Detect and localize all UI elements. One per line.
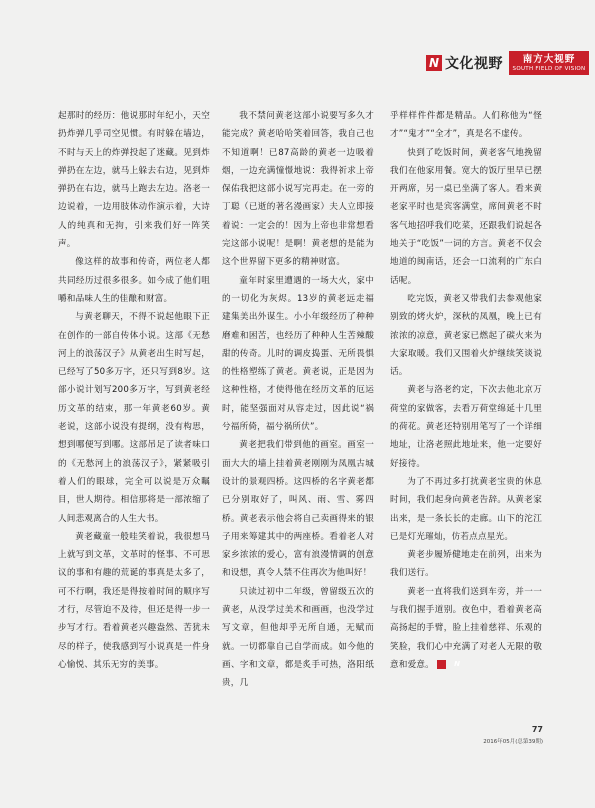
- paragraph-text: 黄老一直将我们送到车旁，并一一与我们握手道别。夜色中，看着黄老高高扬起的手臂，脸上挂着慈祥、乐观的笑脸，我们心中充满了对老人无限的敬意和爱意。: [390, 586, 542, 670]
- n-logo-icon: N: [426, 55, 442, 71]
- paragraph-text: 快到了吃饭时间，黄老客气地挽留我们在他家用餐。宽大的饭厅里早已摆开两席，另一桌已坐满了客人。看来黄老家平时也是宾客满堂，席间黄老不时客气地招呼我们吃菜，还跟我们说起各地关于“吃饭”一词的方言。黄老不仅会地道的闽南话，还会一口流利的广东白话呢。: [390, 147, 542, 286]
- paragraph-text: 黄老藏童一般哇笑着说，我很想马上就写到文革，文革时的怪事、不可思议的事和有趣的荒诞的事真是太多了，可不行啊，我还是得按着时间的顺序写才行，尽管迫不及待，但还是得一步一步写才行。看着黄老兴趣盎然、苦犹未尽的样子，使我感到写小说真是一件身心愉悦、其乐无穷的美事。: [58, 531, 210, 670]
- paragraph: [390, 546, 542, 583]
- paragraph: [58, 253, 210, 308]
- section-header: [426, 50, 589, 76]
- paragraph-text: 童年时家里遭遇的一场大火，家中的一切化为灰烬。13岁的黄老远走福建集美出外谋生。小小年级经历了种种磨难和困苦，也经历了种种人生苦辣酸甜的传奇。儿时的调皮捣蛋、无所畏惧的性格塑练了黄老。黄老说，正是因为这种性格，才使得他在经历文革的厄运时，能坚强面对从容走过，因此说“祸兮福所倚，福兮祸所伏”。: [222, 275, 374, 433]
- paragraph: [390, 381, 542, 472]
- paragraph: [390, 290, 542, 381]
- column-tag: [509, 51, 589, 75]
- paragraph-text: 黄老把我们带到他的画室。画室一面大大的墙上挂着黄老刚刚为凤凰古城设计的景观四桥。这四桥的名字黄老都已分别取好了，叫风、雨、雪、雾四桥。黄老表示他会将自己卖画得来的银子用来筹建其中的两座桥。看着老人对家乡浓浓的爱心，富有浪漫情调的创意和设想，真令人禁不住再次为他叫好！: [222, 440, 374, 579]
- paragraph-text: 起那时的经历：他说那时年纪小，天空扔炸弹几乎司空见惯。有时躲在墙边，不时与天上的炸弹投起了迷藏。见到炸弹扔在左边，就马上躲去右边，见到炸弹扔在右边，就马上跑去左边。洛老一边说着，一边用肢体动作演示着，大诗人的纯真和无拘，引来我们好一阵笑声。: [58, 111, 210, 250]
- paragraph: [390, 107, 542, 144]
- paragraph: [222, 583, 374, 693]
- paragraph-text: 黄老与洛老约定，下次去他北京万荷堂的家做客，去看万荷堂绵延十几里的荷花。黄老还特别用笔写了一个详细地址，让洛老照此地址来，他一定要好好接待。: [390, 385, 542, 469]
- paragraph: [222, 272, 374, 437]
- paragraph-text: 像这样的故事和传奇，两位老人都共同经历过很多很多。如今成了他们咀嚼和品味人生的佳酿和财富。: [58, 257, 210, 304]
- end-mark-icon: N: [437, 660, 446, 669]
- issue-label: 2016年05月(总第39期): [483, 739, 543, 745]
- paragraph: [222, 107, 374, 272]
- paragraph-text: 吃完饭，黄老又带我们去参观他家别致的烤火炉，深秋的凤凰，晚上已有浓浓的凉意，黄老家已燃起了碳火来为大家取暖。我们又围着火炉继续笑谈说话。: [390, 293, 542, 378]
- column-tag-en: SOUTH FIELD OF VISION: [512, 65, 586, 72]
- column-tag-cn: 南方大视野: [522, 53, 576, 65]
- page-number: 77: [531, 725, 543, 734]
- paragraph: [390, 144, 542, 290]
- paragraph: [390, 583, 542, 674]
- paragraph: [58, 308, 210, 528]
- text-column-2: [222, 107, 374, 693]
- paragraph-text: 黄老步履矫健地走在前列，出来为我们送行。: [390, 550, 542, 579]
- paragraph-text: 与黄老聊天，不得不说起他眼下正在创作的一部自传体小说。这部《无愁河上的浪荡汉子》从黄老出生时写起，已经写了50多万字，还只写到8岁。这部小说计划写200多万字，写到黄老经历文革的结束，那一年黄老60岁。黄老说，这部小说没有提纲，没有构思，想到哪便写到哪。这部吊足了读者味口的《无愁河上的浪荡汉子》，紧紧吸引着人们的眼球，完全可以说是万众瞩目，世人期待。相信那将是一部浓缩了人间悲观离合的人生大书。: [58, 312, 210, 524]
- text-column-3: [390, 107, 542, 674]
- paragraph-text: 乎样样件件都是精品。人们称他为“怪才”“鬼才”“全才”，真是名不虚传。: [390, 111, 542, 140]
- section-title: 文化视野: [445, 56, 503, 72]
- paragraph: [390, 473, 542, 546]
- paragraph-text: 为了不再过多打扰黄老宝贵的休息时间，我们起身向黄老告辞。从黄老家出来，是一条长长的走廊。山下的沱江已是灯光璀灿，仿若点点星光。: [390, 476, 542, 542]
- text-column-1: [58, 107, 210, 674]
- paragraph: [222, 436, 374, 582]
- paragraph: [58, 107, 210, 253]
- paragraph: [58, 528, 210, 674]
- paragraph-text: 只读过初中二年级，曾留级五次的黄老，从没学过美术和画画，也没学过写文章，但他却乎无所自通，无赋而就。一切都靠自己自学而成。如今他的画、字和文章，都是炙手可热，洛阳纸贵，几: [222, 586, 374, 689]
- paragraph-text: 我不禁问黄老这部小说要写多久才能完成？黄老哈哈笑着回答，我自己也不知道啊！已87高龄的黄老一边吸着烟，一边充满憧憬地说：我得祈求上帝保佑我把这部小说写完再走。在一旁的丁聪（已逝的著名漫画家）夫人立即接着说：一定会的！因为上帝也非常想看完这部小说呢！是啊！黄老想的是能为这个世界留下更多的精神财富。: [222, 111, 374, 268]
